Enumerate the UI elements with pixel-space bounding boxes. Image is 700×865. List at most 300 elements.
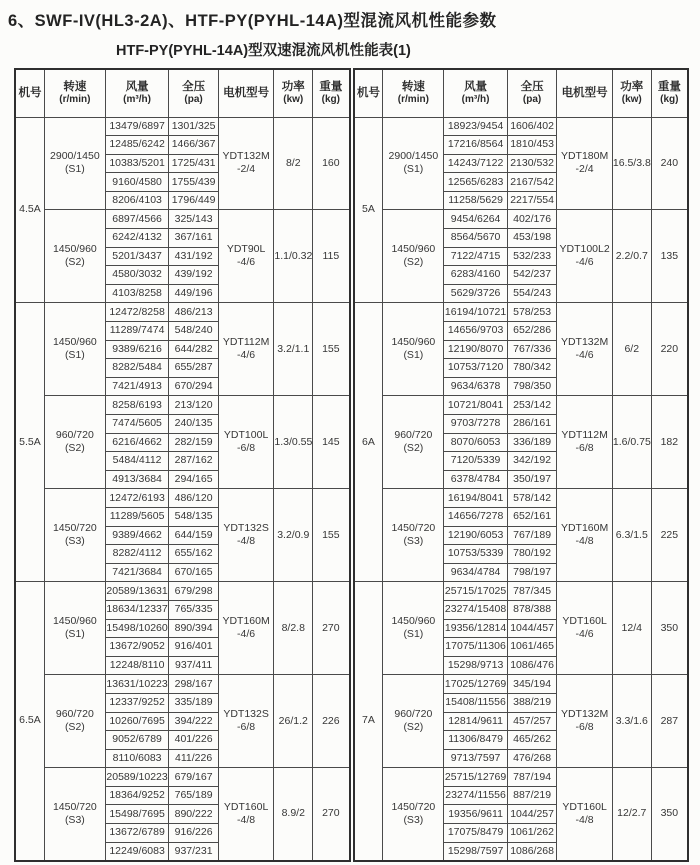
pressure-cell: 1301/325 [169, 117, 219, 136]
weight-cell: 240 [651, 117, 688, 210]
column-unit: (kw) [283, 94, 304, 106]
machine-cell: 5A [354, 117, 383, 303]
column-header-2 [444, 69, 508, 117]
motor-model: YDT160M [560, 522, 609, 535]
table-row [354, 117, 689, 136]
airflow-cell: 17025/12769 [444, 675, 508, 694]
pressure-cell: 554/243 [507, 284, 557, 303]
motor-poles: -4/6 [575, 256, 594, 269]
pressure-cell: 655/162 [169, 545, 219, 564]
pressure-cell: 916/226 [169, 824, 219, 843]
motor-poles: -4/6 [575, 349, 594, 362]
pressure-cell: 655/287 [169, 359, 219, 378]
speed-gear: (S3) [403, 535, 424, 548]
pressure-cell: 342/192 [507, 452, 557, 471]
table-row [15, 396, 350, 415]
speed-gear: (S2) [64, 721, 85, 734]
pressure-cell: 401/226 [169, 731, 219, 750]
column-label: 电机型号 [561, 87, 608, 100]
speed-cell [44, 768, 105, 861]
pressure-cell: 335/189 [169, 693, 219, 712]
column-header-0 [354, 69, 383, 117]
column-unit: (m³/h) [123, 94, 151, 106]
pressure-cell: 767/189 [507, 526, 557, 545]
pressure-cell: 286/161 [507, 415, 557, 434]
pressure-cell: 1606/402 [507, 117, 557, 136]
motor-model: YDT100L [223, 429, 269, 442]
airflow-cell: 8282/4112 [105, 545, 169, 564]
airflow-cell: 12565/6283 [444, 173, 508, 192]
power-cell: 2.2/0.7 [612, 210, 651, 303]
weight-cell: 135 [651, 210, 688, 303]
motor-cell [218, 117, 274, 210]
pressure-cell: 294/165 [169, 470, 219, 489]
pressure-cell: 780/192 [507, 545, 557, 564]
motor-model: YDT90L [226, 243, 266, 256]
airflow-cell: 15498/7695 [105, 805, 169, 824]
speed-gear: (S3) [403, 814, 424, 827]
table-slot-right [353, 68, 690, 862]
motor-model: YDT160M [222, 615, 270, 628]
pressure-cell: 644/282 [169, 340, 219, 359]
motor-poles: -4/6 [237, 349, 256, 362]
airflow-cell: 9454/6264 [444, 210, 508, 229]
motor-cell [557, 489, 613, 582]
airflow-cell: 7474/5605 [105, 415, 169, 434]
motor-model: YDT112M [222, 336, 270, 349]
airflow-cell: 9634/6378 [444, 377, 508, 396]
column-label: 风量 [464, 80, 488, 93]
pressure-cell: 787/345 [507, 582, 557, 601]
machine-cell: 7A [354, 582, 383, 861]
pressure-cell: 578/253 [507, 303, 557, 322]
airflow-cell: 4580/3032 [105, 266, 169, 285]
column-unit: (r/min) [397, 94, 429, 106]
airflow-cell: 17075/11306 [444, 638, 508, 657]
table-row [354, 396, 689, 415]
pressure-cell: 240/135 [169, 415, 219, 434]
machine-cell: 6A [354, 303, 383, 582]
motor-cell [557, 117, 613, 210]
motor-poles: -4/6 [237, 256, 256, 269]
speed-gear: (S2) [64, 256, 85, 269]
airflow-cell: 6378/4784 [444, 470, 508, 489]
pressure-cell: 394/222 [169, 712, 219, 731]
airflow-cell: 7120/5339 [444, 452, 508, 471]
column-header-1 [44, 69, 105, 117]
airflow-cell: 14656/9703 [444, 322, 508, 341]
pressure-cell: 644/159 [169, 526, 219, 545]
motor-model: YDT132M [560, 708, 609, 721]
speed-cell [383, 117, 444, 210]
motor-model: YDT160L [562, 800, 607, 813]
motor-cell [218, 303, 274, 396]
column-header-0 [15, 69, 44, 117]
airflow-cell: 10753/5339 [444, 545, 508, 564]
airflow-cell: 13672/9052 [105, 638, 169, 657]
airflow-cell: 14243/7122 [444, 154, 508, 173]
pressure-cell: 465/262 [507, 731, 557, 750]
pressure-cell: 937/411 [169, 656, 219, 675]
pressure-cell: 1086/476 [507, 656, 557, 675]
pressure-cell: 287/162 [169, 452, 219, 471]
airflow-cell: 8564/5670 [444, 229, 508, 248]
pressure-cell: 2167/542 [507, 173, 557, 192]
performance-table-left [14, 68, 351, 862]
airflow-cell: 12190/8070 [444, 340, 508, 359]
pressure-cell: 2130/532 [507, 154, 557, 173]
speed-gear: (S1) [403, 163, 424, 176]
airflow-cell: 10721/8041 [444, 396, 508, 415]
column-header-2 [105, 69, 169, 117]
column-header-6 [651, 69, 688, 117]
speed-cell [44, 117, 105, 210]
motor-model: YDT132M [222, 150, 270, 163]
table-row [354, 489, 689, 508]
motor-model: YDT100L2 [559, 243, 610, 256]
airflow-cell: 5201/3437 [105, 247, 169, 266]
tables-container [14, 68, 689, 862]
machine-cell: 6.5A [15, 582, 44, 861]
speed-value: 1450/960 [52, 243, 97, 256]
table-subtitle: HTF-PY(PYHL-14A)型双速混流风机性能表(1) [116, 43, 411, 59]
column-unit: (pa) [184, 94, 203, 106]
motor-cell [557, 675, 613, 768]
speed-value: 1450/960 [391, 243, 436, 256]
pressure-cell: 1061/262 [507, 824, 557, 843]
motor-poles: -4/6 [575, 628, 594, 641]
pressure-cell: 388/219 [507, 693, 557, 712]
airflow-cell: 17075/8479 [444, 824, 508, 843]
motor-poles: -6/8 [575, 721, 594, 734]
weight-cell: 225 [651, 489, 688, 582]
motor-cell [557, 210, 613, 303]
airflow-cell: 7122/4715 [444, 247, 508, 266]
motor-poles: -6/8 [237, 442, 256, 455]
table-row [15, 210, 350, 229]
pressure-cell: 1810/453 [507, 136, 557, 155]
motor-poles: -4/8 [237, 814, 256, 827]
power-cell: 1.1/0.32 [274, 210, 313, 303]
speed-value: 960/720 [394, 429, 433, 442]
speed-value: 960/720 [394, 708, 433, 721]
pressure-cell: 2217/554 [507, 191, 557, 210]
pressure-cell: 1086/268 [507, 842, 557, 861]
pressure-cell: 798/350 [507, 377, 557, 396]
motor-poles: -6/8 [575, 442, 594, 455]
column-label: 全压 [182, 80, 206, 93]
power-cell: 6/2 [612, 303, 651, 396]
pressure-cell: 780/342 [507, 359, 557, 378]
table-row [15, 768, 350, 787]
pressure-cell: 457/257 [507, 712, 557, 731]
airflow-cell: 11289/5605 [105, 507, 169, 526]
speed-gear: (S1) [64, 628, 85, 641]
weight-cell: 160 [313, 117, 350, 210]
pressure-cell: 1796/449 [169, 191, 219, 210]
pressure-cell: 453/198 [507, 229, 557, 248]
airflow-cell: 11258/5629 [444, 191, 508, 210]
power-cell: 1.3/0.55 [274, 396, 313, 489]
pressure-cell: 1061/465 [507, 638, 557, 657]
column-label: 重量 [657, 80, 681, 93]
pressure-cell: 411/226 [169, 749, 219, 768]
pressure-cell: 345/194 [507, 675, 557, 694]
airflow-cell: 19356/9611 [444, 805, 508, 824]
motor-cell [557, 396, 613, 489]
motor-cell [218, 489, 274, 582]
airflow-cell: 6216/4662 [105, 433, 169, 452]
pressure-cell: 679/167 [169, 768, 219, 787]
speed-cell [383, 489, 444, 582]
airflow-cell: 8110/6083 [105, 749, 169, 768]
weight-cell: 350 [651, 768, 688, 861]
power-cell: 3.2/0.9 [274, 489, 313, 582]
airflow-cell: 11289/7474 [105, 322, 169, 341]
pressure-cell: 431/192 [169, 247, 219, 266]
pressure-cell: 937/231 [169, 842, 219, 861]
airflow-cell: 25715/12769 [444, 768, 508, 787]
weight-cell: 115 [313, 210, 350, 303]
airflow-cell: 20589/10223 [105, 768, 169, 787]
column-header-5 [274, 69, 313, 117]
speed-gear: (S3) [64, 814, 85, 827]
column-label: 机号 [18, 87, 42, 100]
motor-cell [218, 768, 274, 861]
power-cell: 8/2 [274, 117, 313, 210]
column-unit: (kw) [621, 94, 642, 106]
table-row [15, 582, 350, 601]
speed-gear: (S1) [403, 628, 424, 641]
pressure-cell: 652/161 [507, 507, 557, 526]
column-header-4 [218, 69, 274, 117]
pressure-cell: 336/189 [507, 433, 557, 452]
speed-cell [383, 675, 444, 768]
weight-cell: 270 [313, 582, 350, 675]
machine-cell: 5.5A [15, 303, 44, 582]
column-header-5 [612, 69, 651, 117]
pressure-cell: 402/176 [507, 210, 557, 229]
speed-gear: (S3) [64, 535, 85, 548]
pressure-cell: 548/135 [169, 507, 219, 526]
speed-gear: (S2) [64, 442, 85, 455]
speed-gear: (S1) [64, 163, 85, 176]
speed-value: 2900/1450 [50, 150, 100, 163]
motor-poles: -6/8 [237, 721, 256, 734]
airflow-cell: 15408/11556 [444, 693, 508, 712]
speed-gear: (S1) [403, 349, 424, 362]
power-cell: 16.5/3.8 [612, 117, 651, 210]
pressure-cell: 887/219 [507, 786, 557, 805]
speed-value: 1450/960 [52, 615, 97, 628]
pressure-cell: 1755/439 [169, 173, 219, 192]
airflow-cell: 23274/15408 [444, 600, 508, 619]
airflow-cell: 12249/6083 [105, 842, 169, 861]
pressure-cell: 350/197 [507, 470, 557, 489]
column-unit: (kg) [321, 94, 340, 106]
weight-cell: 182 [651, 396, 688, 489]
power-cell: 8.9/2 [274, 768, 313, 861]
speed-cell [44, 675, 105, 768]
airflow-cell: 16194/10721 [444, 303, 508, 322]
pressure-cell: 878/388 [507, 600, 557, 619]
power-cell: 1.6/0.75 [612, 396, 651, 489]
table-row [354, 303, 689, 322]
table-row [15, 675, 350, 694]
pressure-cell: 548/240 [169, 322, 219, 341]
speed-value: 1450/720 [391, 800, 436, 813]
speed-cell [383, 210, 444, 303]
airflow-cell: 12485/6242 [105, 136, 169, 155]
column-unit: (m³/h) [461, 94, 490, 106]
airflow-cell: 9052/6789 [105, 731, 169, 750]
pressure-cell: 1725/431 [169, 154, 219, 173]
speed-cell [44, 303, 105, 396]
column-header-4 [557, 69, 613, 117]
motor-cell [218, 210, 274, 303]
column-label: 重量 [319, 80, 343, 93]
pressure-cell: 578/142 [507, 489, 557, 508]
airflow-cell: 13479/6897 [105, 117, 169, 136]
column-label: 风量 [125, 80, 149, 93]
speed-value: 1450/960 [52, 336, 97, 349]
power-cell: 3.2/1.1 [274, 303, 313, 396]
weight-cell: 145 [313, 396, 350, 489]
column-unit: (pa) [522, 94, 542, 106]
motor-model: YDT160L [562, 615, 607, 628]
airflow-cell: 9634/4784 [444, 563, 508, 582]
motor-poles: -4/8 [575, 814, 594, 827]
airflow-cell: 5484/4112 [105, 452, 169, 471]
weight-cell: 350 [651, 582, 688, 675]
motor-model: YDT180M [560, 150, 609, 163]
motor-poles: -4/8 [237, 535, 256, 548]
pressure-cell: 439/192 [169, 266, 219, 285]
column-unit: (kg) [660, 94, 679, 106]
speed-cell [44, 582, 105, 675]
motor-model: YDT132S [223, 522, 269, 535]
speed-cell [44, 210, 105, 303]
column-header-1 [383, 69, 444, 117]
airflow-cell: 9713/7597 [444, 749, 508, 768]
speed-value: 1450/720 [52, 800, 97, 813]
airflow-cell: 15498/10260 [105, 619, 169, 638]
pressure-cell: 679/298 [169, 582, 219, 601]
table-row [354, 675, 689, 694]
pressure-cell: 325/143 [169, 210, 219, 229]
airflow-cell: 4103/8258 [105, 284, 169, 303]
airflow-cell: 8070/6053 [444, 433, 508, 452]
pressure-cell: 652/286 [507, 322, 557, 341]
power-cell: 26/1.2 [274, 675, 313, 768]
table-row [354, 768, 689, 787]
airflow-cell: 12337/9252 [105, 693, 169, 712]
column-label: 功率 [281, 80, 305, 93]
speed-value: 1450/720 [391, 522, 436, 535]
airflow-cell: 12248/8110 [105, 656, 169, 675]
airflow-cell: 9703/7278 [444, 415, 508, 434]
airflow-cell: 7421/3684 [105, 563, 169, 582]
airflow-cell: 23274/11556 [444, 786, 508, 805]
machine-cell: 4.5A [15, 117, 44, 303]
speed-cell [383, 303, 444, 396]
pressure-cell: 1044/457 [507, 619, 557, 638]
column-label: 机号 [356, 87, 380, 100]
pressure-cell: 449/196 [169, 284, 219, 303]
motor-poles: -2/4 [575, 163, 594, 176]
pressure-cell: 787/194 [507, 768, 557, 787]
airflow-cell: 8282/5484 [105, 359, 169, 378]
column-header-3 [507, 69, 557, 117]
speed-gear: (S2) [403, 721, 424, 734]
airflow-cell: 4913/3684 [105, 470, 169, 489]
pressure-cell: 670/294 [169, 377, 219, 396]
airflow-cell: 12472/6193 [105, 489, 169, 508]
speed-cell [383, 582, 444, 675]
airflow-cell: 13631/10223 [105, 675, 169, 694]
speed-value: 960/720 [55, 429, 94, 442]
airflow-cell: 16194/8041 [444, 489, 508, 508]
pressure-cell: 798/197 [507, 563, 557, 582]
motor-poles: -4/8 [575, 535, 594, 548]
table-row [15, 489, 350, 508]
column-label: 全压 [520, 80, 544, 93]
pressure-cell: 532/233 [507, 247, 557, 266]
pressure-cell: 367/161 [169, 229, 219, 248]
column-unit: (r/min) [59, 94, 91, 106]
power-cell: 3.3/1.6 [612, 675, 651, 768]
weight-cell: 287 [651, 675, 688, 768]
table-slot-left [14, 68, 351, 862]
pressure-cell: 486/213 [169, 303, 219, 322]
motor-model: YDT160L [223, 800, 269, 813]
power-cell: 6.3/1.5 [612, 489, 651, 582]
pressure-cell: 542/237 [507, 266, 557, 285]
speed-value: 1450/720 [52, 522, 97, 535]
airflow-cell: 6897/4566 [105, 210, 169, 229]
power-cell: 12/4 [612, 582, 651, 675]
weight-cell: 220 [651, 303, 688, 396]
airflow-cell: 9389/6216 [105, 340, 169, 359]
motor-cell [557, 582, 613, 675]
weight-cell: 155 [313, 489, 350, 582]
motor-poles: -4/6 [237, 628, 256, 641]
table-row [354, 210, 689, 229]
weight-cell: 226 [313, 675, 350, 768]
pressure-cell: 890/222 [169, 805, 219, 824]
pressure-cell: 213/120 [169, 396, 219, 415]
airflow-cell: 12814/9611 [444, 712, 508, 731]
airflow-cell: 11306/8479 [444, 731, 508, 750]
airflow-cell: 12472/8258 [105, 303, 169, 322]
pressure-cell: 1466/367 [169, 136, 219, 155]
motor-model: YDT132S [223, 708, 269, 721]
column-label: 电机型号 [223, 87, 270, 100]
motor-model: YDT132M [560, 336, 609, 349]
column-label: 转速 [63, 80, 87, 93]
motor-model: YDT112M [561, 429, 608, 442]
speed-gear: (S2) [403, 256, 424, 269]
motor-cell [218, 675, 274, 768]
airflow-cell: 10260/7695 [105, 712, 169, 731]
airflow-cell: 9389/4662 [105, 526, 169, 545]
weight-cell: 155 [313, 303, 350, 396]
speed-cell [44, 489, 105, 582]
page-title: 6、SWF-IV(HL3-2A)、HTF-PY(PYHL-14A)型混流风机性能参数 [8, 12, 497, 30]
pressure-cell: 282/159 [169, 433, 219, 452]
airflow-cell: 8258/6193 [105, 396, 169, 415]
speed-value: 1450/960 [391, 615, 436, 628]
